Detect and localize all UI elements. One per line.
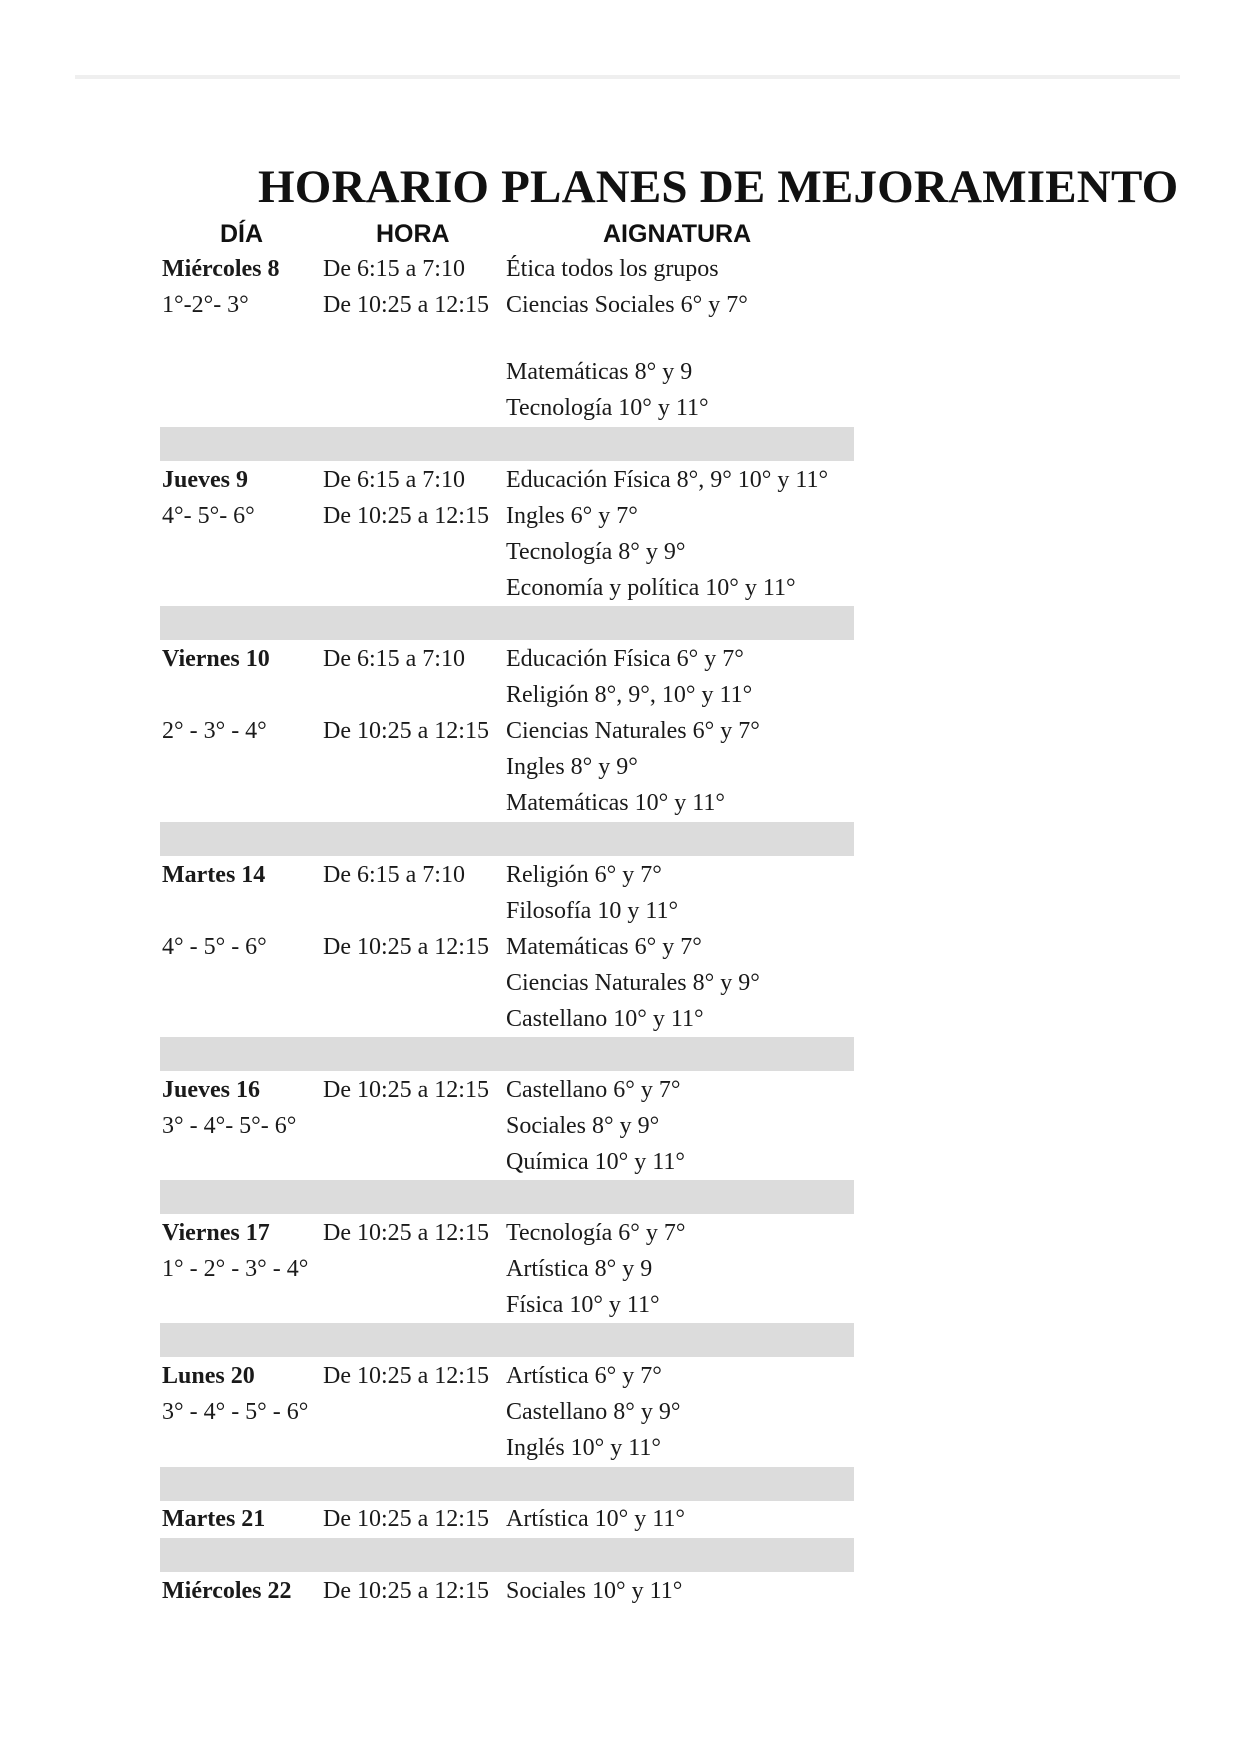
session-day: Miércoles 22 <box>162 1578 292 1604</box>
row-separator <box>160 427 854 461</box>
session-day: Jueves 16 <box>162 1077 260 1103</box>
session-subject: Economía y política 10° y 11° <box>506 575 796 601</box>
session-time: De 10:25 a 12:15 <box>323 1506 489 1532</box>
session-time: De 6:15 a 7:10 <box>323 467 465 493</box>
session-subject: Artística 10° y 11° <box>506 1506 685 1532</box>
row-separator <box>160 1323 854 1357</box>
session-subject: Educación Física 6° y 7° <box>506 646 744 672</box>
session-time: De 10:25 a 12:15 <box>323 718 489 744</box>
session-subject: Tecnología 8° y 9° <box>506 539 686 565</box>
session-subject: Tecnología 6° y 7° <box>506 1220 686 1246</box>
session-time: De 10:25 a 12:15 <box>323 292 489 318</box>
session-subject: Castellano 10° y 11° <box>506 1006 704 1032</box>
row-separator <box>160 1538 854 1572</box>
session-subject: Religión 6° y 7° <box>506 862 662 888</box>
session-subject: Sociales 10° y 11° <box>506 1578 683 1604</box>
session-subject: Ciencias Naturales 8° y 9° <box>506 970 760 996</box>
row-separator <box>160 822 854 856</box>
session-day: Viernes 10 <box>162 646 270 672</box>
session-subject: Ciencias Naturales 6° y 7° <box>506 718 760 744</box>
session-subject: Filosofía 10 y 11° <box>506 898 679 924</box>
session-time: De 6:15 a 7:10 <box>323 862 465 888</box>
column-header-asignatura: AIGNATURA <box>603 220 752 248</box>
session-time: De 10:25 a 12:15 <box>323 1077 489 1103</box>
row-separator <box>160 606 854 640</box>
session-day: Lunes 20 <box>162 1363 255 1389</box>
session-subject: Castellano 6° y 7° <box>506 1077 681 1103</box>
session-groups: 1° - 2° - 3° - 4° <box>162 1256 309 1282</box>
session-subject: Ciencias Sociales 6° y 7° <box>506 292 748 318</box>
session-subject: Química 10° y 11° <box>506 1149 685 1175</box>
session-subject: Educación Física 8°, 9° 10° y 11° <box>506 467 829 493</box>
session-groups: 3° - 4°- 5°- 6° <box>162 1113 297 1139</box>
session-groups: 2° - 3° - 4° <box>162 718 267 744</box>
session-time: De 10:25 a 12:15 <box>323 1578 489 1604</box>
row-separator <box>160 1037 854 1071</box>
page-title: HORARIO PLANES DE MEJORAMIENTO <box>258 161 1179 213</box>
row-separator <box>160 1180 854 1214</box>
session-subject: Ingles 8° y 9° <box>506 754 638 780</box>
session-subject: Artística 6° y 7° <box>506 1363 662 1389</box>
session-subject: Matemáticas 10° y 11° <box>506 790 725 816</box>
session-day: Miércoles 8 <box>162 256 280 282</box>
session-day: Martes 14 <box>162 862 266 888</box>
session-subject: Ética todos los grupos <box>506 256 719 282</box>
session-time: De 6:15 a 7:10 <box>323 256 465 282</box>
session-subject: Ingles 6° y 7° <box>506 503 638 529</box>
session-time: De 10:25 a 12:15 <box>323 934 489 960</box>
session-day: Martes 21 <box>162 1506 266 1532</box>
session-subject: Inglés 10° y 11° <box>506 1435 661 1461</box>
row-separator <box>160 1467 854 1501</box>
session-subject: Sociales 8° y 9° <box>506 1113 660 1139</box>
session-subject: Artística 8° y 9 <box>506 1256 653 1282</box>
session-time: De 10:25 a 12:15 <box>323 503 489 529</box>
column-header-dia: DÍA <box>220 220 264 248</box>
session-groups: 3° - 4° - 5° - 6° <box>162 1399 309 1425</box>
session-groups: 4° - 5° - 6° <box>162 934 267 960</box>
session-subject: Matemáticas 6° y 7° <box>506 934 702 960</box>
session-day: Jueves 9 <box>162 467 248 493</box>
session-time: De 10:25 a 12:15 <box>323 1363 489 1389</box>
session-groups: 4°- 5°- 6° <box>162 503 255 529</box>
session-time: De 10:25 a 12:15 <box>323 1220 489 1246</box>
session-time: De 6:15 a 7:10 <box>323 646 465 672</box>
session-subject: Religión 8°, 9°, 10° y 11° <box>506 682 753 708</box>
session-day: Viernes 17 <box>162 1220 270 1246</box>
session-subject: Castellano 8° y 9° <box>506 1399 681 1425</box>
session-subject: Tecnología 10° y 11° <box>506 395 709 421</box>
session-subject: Matemáticas 8° y 9 <box>506 359 693 385</box>
session-groups: 1°-2°- 3° <box>162 292 249 318</box>
session-subject: Física 10° y 11° <box>506 1292 660 1318</box>
column-header-hora: HORA <box>376 220 450 248</box>
